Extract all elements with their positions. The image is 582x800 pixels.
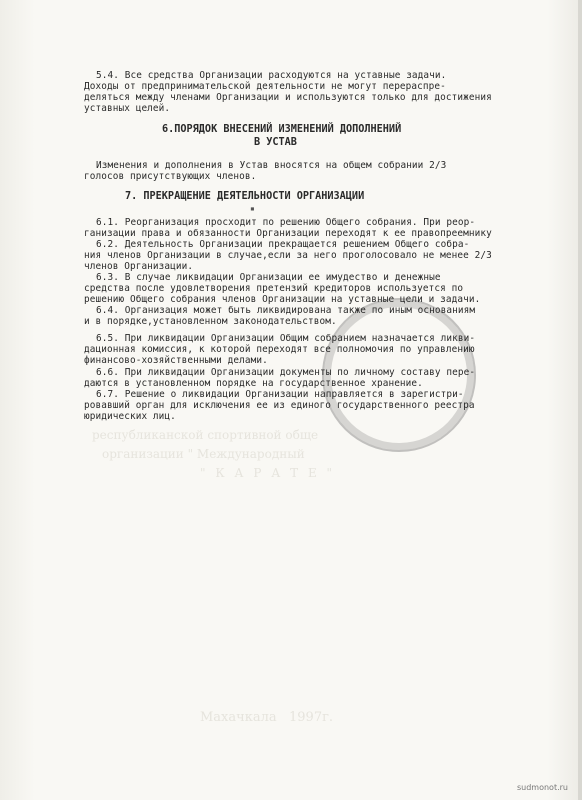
text-line: 6.4. Организация может быть ликвидирована также по иным основаниям [96,305,476,316]
bleed-through-line: " К А Р А Т Е " [200,466,336,480]
text-line: 6.3. В случае ликвидации Организации ее имудество и денежные [96,272,441,283]
text-line: Доходы от предпринимательской деятельности не могут перераспре- [84,81,446,92]
text-line: юридических лиц. [84,411,176,422]
text-line: решению Общего собрания членов Организации на уставные цели и задачи. [84,294,481,305]
text-line: ния членов Организации в случае,если за него проголосовало не менее 2/3 [84,250,492,261]
text-line: ганизации права и обязанности Организации переходят к ее правопреемнику [84,228,492,239]
text-line: 6.1. Реорганизация просходит по решению Общего собрания. При реор- [96,217,476,228]
dot-mark: ▪ [250,204,255,213]
text-line: 6.6. При ликвидации Организации документы по личному составу пере- [96,367,476,378]
text-line: уставных целей. [84,103,171,114]
section-heading: 6.ПОРЯДОК ВНЕСЕНИЙ ИЗМЕНЕНИЙ ДОПОЛНЕНИЙ [162,124,402,135]
text-line: 6.2. Деятельность Организации прекращается решением Общего собра- [96,239,470,250]
text-line: ровавший орган для исключения ее из единого государственного реестра [84,400,475,411]
text-line: 6.5. При ликвидации Организации Общим собранием назначается ликви- [96,333,476,344]
bleed-through-line: Махачкала 1997г. [200,710,334,725]
text-line: 5.4. Все средства Организации расходуются на уставные задачи. [96,70,447,81]
page-edge [578,0,582,800]
watermark: sudmonot.ru [516,783,568,792]
text-line: голосов присутствующих членов. [84,171,257,182]
text-line: членов Организации. [84,261,194,272]
text-line: средства после удовлетворения претензий кредиторов используется по [84,283,464,294]
section-heading: В УСТАВ [254,137,297,148]
section-heading: 7. ПРЕКРАЩЕНИЕ ДЕЯТЕЛЬНОСТИ ОРГАНИЗАЦИИ [125,191,365,202]
text-line: Изменения и дополнения в Устав вносятся на общем собрании 2/3 [96,160,447,171]
text-line: и в порядке,установленном законодательством. [84,316,337,327]
text-line: даются в установленном порядке на государственное хранение. [84,378,423,389]
bleed-through-line: организации " Международный [102,447,305,461]
text-line: дационная комиссия, к которой переходят все полномочия по управлению [84,344,475,355]
text-line: деляться между членами Организации и используются только для достижения [84,92,492,103]
text-line: 6.7. Решение о ликвидации Организации направляется в зарегистри- [96,389,464,400]
text-line: финансово-хозяйственными делами. [84,355,268,366]
bleed-through-line: республиканской спортивной обще [92,428,319,442]
